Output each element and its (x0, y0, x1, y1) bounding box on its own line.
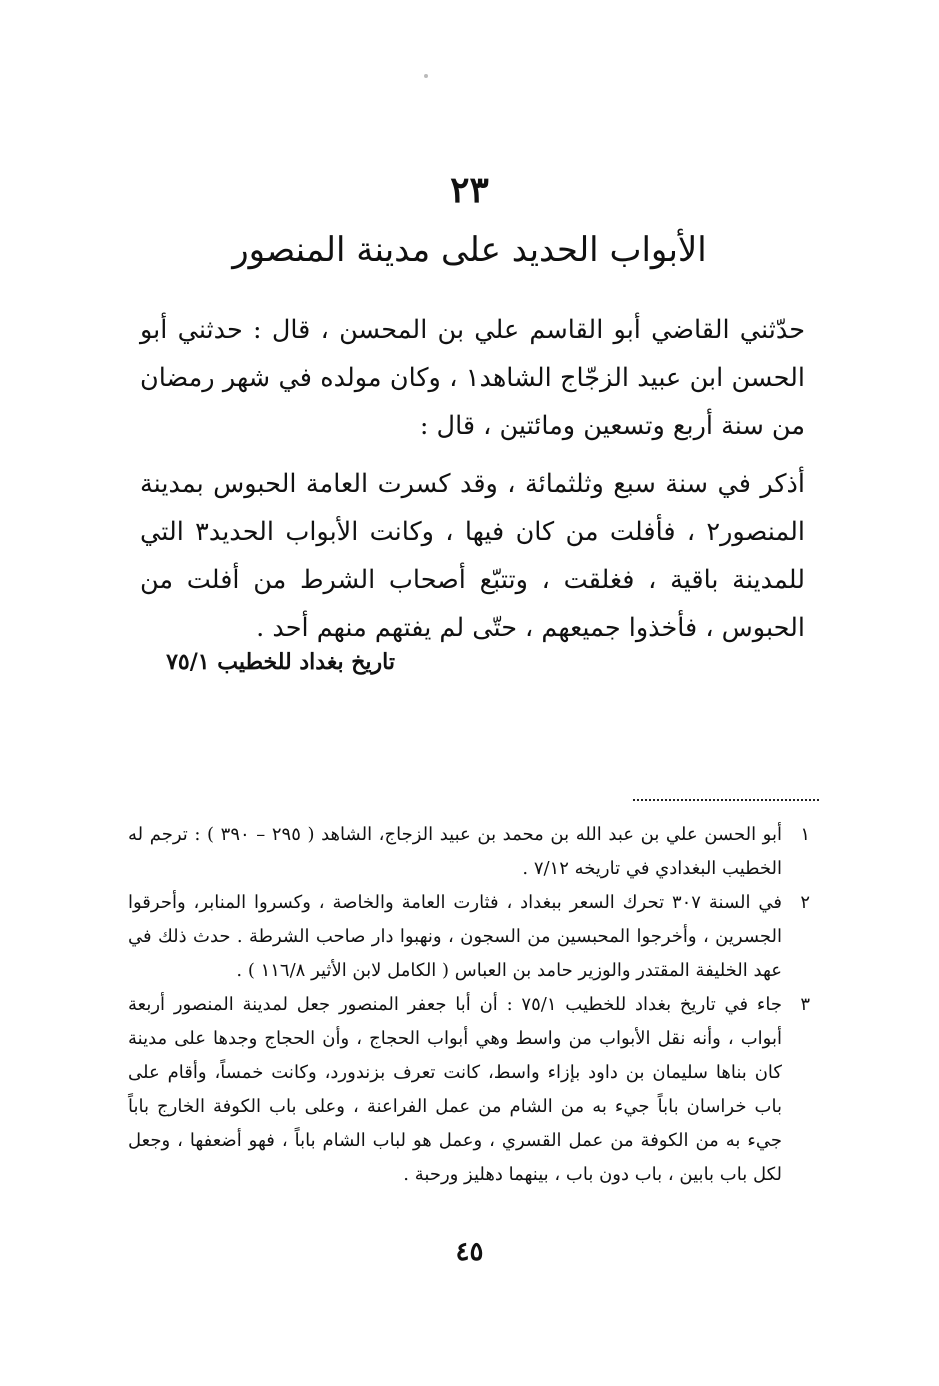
page-speck (424, 74, 428, 78)
footnote-text: جاء في تاريخ بغداد للخطيب ٧٥/١ : أن أبا جعفر المنصور جعل لمدينة المنصور أربعة أبواب ، وأنه نقل الأبواب من واسط وهي أبواب الحجاج ، وأن الحجاج وجدها على مدينة كان بناها سليمان بن داود بإزاء واسط، كانت تعرف بزندورد، وكانت خمساً، وأقام على باب خراسان باباً جيء به من الشام من عمل الفراعنة ، وعلى باب الكوفة الخارج باباً جيء به من الكوفة من عمل القسري ، وعمل هو لباب الشام باباً ، فهو أضعفها ، وجعل لكل باب بابين ، باب دون باب ، بينهما دهليز ورحبة . (128, 994, 782, 1185)
footnote-text: في السنة ٣٠٧ تحرك السعر ببغداد ، فثارت العامة والخاصة ، وكسروا المنابر، وأحرقوا الجسرين ، وأخرجوا المحبسين من السجون ، ونهبوا دار صاحب الشرطة . حدث ذلك في عهد الخليفة المقتدر والوزير حامد بن العباس ( الكامل لابن الأثير ١١٦/٨ ) . (128, 892, 782, 981)
footnote-text: أبو الحسن علي بن عبد الله بن محمد بن عبيد الزجاج، الشاهد ( ٢٩٥ – ٣٩٠ ) : ترجم له الخطيب البغدادي في تاريخه ٧/١٢ . (128, 824, 782, 879)
footnotes (128, 818, 810, 1192)
body-text (140, 306, 805, 652)
body-paragraph: أذكر في سنة سبع وثلثمائة ، وقد كسرت العامة الحبوس بمدينة المنصور٢ ، فأفلت من كان فيها ، وكانت الأبواب الحديد٣ التي للمدينة باقية ، فغلقت ، وتتبّع أصحاب الشرط من أفلت من الحبوس ، فأخذوا جميعهم ، حتّى لم يفتهم منهم أحد . (140, 469, 805, 643)
footnote-divider (633, 799, 819, 801)
body-paragraph: حدّثني القاضي أبو القاسم علي بن المحسن ، قال : حدثني أبو الحسن ابن عبيد الزجّاج الشاهد١ ، وكان مولده في شهر رمضان من سنة أربع وتسعين ومائتين ، قال : (140, 315, 805, 441)
chapter-title: الأبواب الحديد على مدينة المنصور (232, 230, 707, 270)
footnote (128, 988, 810, 1192)
footnote (128, 818, 810, 886)
footnote (128, 886, 810, 988)
footnote-number: ١ (800, 824, 810, 845)
footnote-number: ٣ (800, 994, 810, 1015)
source-citation: تاريخ بغداد للخطيب ٧٥/١ (166, 649, 395, 675)
chapter-number: ٢٣ (450, 169, 489, 211)
page-number: ٤٥ (455, 1237, 484, 1267)
footnote-number: ٢ (800, 892, 810, 913)
